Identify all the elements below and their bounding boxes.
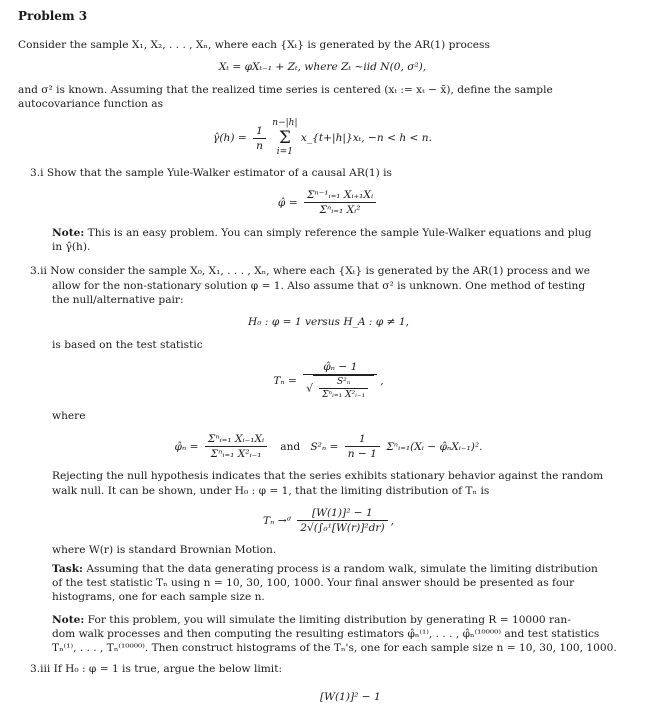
limiting-distribution-equation: Tₙ →ᵈ $\frac{\text{[W(1)]² − 1}}{\text{2√(∫₀¹[W(r)]²dr)}}$ , [263, 506, 394, 535]
acvf-equation [18, 119, 627, 157]
phin-lhs: φ̂ₙ = [174, 440, 202, 453]
cut-off-formula: [W(1)]² − 1 [320, 690, 381, 703]
tn-fraction [303, 360, 377, 402]
reject-text-1: Rejecting the null hypothesis indicates that the series exhibits stationary behavior against the random [52, 470, 604, 483]
section-3-ii-text-1: Now consider the sample X₀, X₁, . . . , Xₙ, where each {Xₜ} is generated by the AR(1) process and we [50, 265, 591, 278]
s2-den: n − 1 [347, 447, 377, 460]
s2-fraction [345, 432, 380, 462]
acvf-lhs: γ̂(h) = [213, 132, 251, 145]
lim-num: [W(1)]² − 1 [297, 506, 387, 521]
phi-fraction [304, 188, 376, 218]
task-label: Task: [52, 562, 83, 575]
section-3-iii-text: If H₀ : φ = 1 is true, argue the below limit: [53, 662, 283, 675]
tn-num: φ̂ₙ − 1 [303, 360, 377, 375]
acvf-sum-top: n−|h| [272, 118, 298, 129]
simulation-note-block [52, 613, 627, 656]
s2-lhs: S²ₙ = [310, 440, 342, 453]
where-text: where [52, 410, 86, 423]
phi-den: Σⁿᵢ₌₁ Xᵢ² [319, 204, 361, 217]
task-block [52, 562, 627, 605]
section-3-i-label: 3.i [30, 166, 44, 179]
phin-num: Σⁿᵢ₌₁ Xᵢ₋₁Xᵢ [205, 432, 267, 447]
sim-note-2: dom walk processes and then computing the resulting estimators φ̂ₙ⁽¹⁾, . . . , φ̂ₙ⁽¹⁰⁰⁰⁰⁾ and test statistics [52, 627, 600, 640]
section-3-i-note [52, 226, 627, 255]
lim-lhs: Tₙ →ᵈ [263, 514, 295, 527]
lim-fraction [297, 506, 387, 536]
phi-lhs: φ̂ = [277, 196, 301, 209]
based-on-text: is based on the test statistic [52, 338, 203, 351]
intro-line-1: Consider the sample X₁, X₂, . . . , Xₙ, where each {Xₜ} is generated by the AR(1) process [18, 39, 490, 52]
task-text-2: of the test statistic Tₙ using n = 10, 30, 100, 1000. Your final answer should be presented as four [52, 577, 575, 590]
sim-note-1: For this problem, you will simulate the limiting distribution by generating R = 10000 ran- [87, 613, 571, 626]
tn-den-num: S²ₙ [319, 376, 368, 389]
sim-note-3: Tₙ⁽¹⁾, . . . , Tₙ⁽¹⁰⁰⁰⁰⁾. Then construct histograms of the Tₙ's, one for each sample size n = 10, 30, 100, 1000. [52, 642, 617, 655]
acvf-body: x_{t+|h|}xₜ, −n < h < n. [300, 132, 432, 145]
intro-line-3: autocovariance function as [18, 98, 164, 111]
ar1-equation: Xₜ = φXₜ₋₁ + Zₜ, where Zₜ ~iid N(0, σ²), [218, 61, 427, 74]
estimator-equations [30, 432, 627, 462]
section-3-ii-text-3: the null/alternative pair: [52, 293, 184, 306]
section-3-i [30, 166, 627, 254]
hypothesis-equation: H₀ : φ = 1 versus H_A : φ ≠ 1, [248, 316, 409, 329]
sim-note-label: Note: [52, 613, 85, 626]
tn-den-den: Σⁿᵢ₌₁ X²ᵢ₋₁ [322, 390, 366, 401]
note-text-2: in γ̂(h). [52, 241, 91, 254]
acvf-frac-num: 1 [253, 124, 266, 139]
tn-den: √ $\frac{\text{S²ₙ}}{\text{Σⁿᵢ₌₁ X²ᵢ₋₁}}$ [303, 375, 377, 401]
and-text: and [280, 440, 301, 453]
s2-body: Σⁿᵢ₌₁(Xᵢ − φ̂ₙXᵢ₋₁)². [386, 440, 483, 453]
phin-den: Σⁿᵢ₌₁ X²ᵢ₋₁ [210, 447, 262, 460]
brownian-motion-text: where W(r) is standard Brownian Motion. [52, 544, 277, 557]
section-3-ii-header [30, 264, 627, 278]
reject-text-2: walk null. It can be shown, under H₀ : φ = 1, that the limiting distribution of Tₙ is [52, 484, 490, 497]
task-text-3: histograms, one for each sample size n. [52, 591, 265, 604]
task-text-1: Assuming that the data generating process is a random walk, simulate the limiting distribution [86, 562, 598, 575]
section-3-ii-label: 3.ii [30, 265, 47, 278]
note-label: Note: [52, 226, 85, 239]
section-3-ii [30, 264, 627, 655]
phi-num: Σⁿ⁻¹ᵢ₌₁ Xᵢ₊₁Xᵢ [304, 188, 376, 203]
acvf-sum-bottom: i=1 [276, 146, 293, 157]
section-3-i-text: Show that the sample Yule-Walker estimator of a causal AR(1) is [46, 166, 392, 179]
section-3-iii-label: 3.iii [30, 662, 51, 675]
lim-den: 2√(∫₀¹[W(r)]²dr) [300, 522, 385, 535]
section-3-iii [30, 662, 627, 676]
note-text: This is an easy problem. You can simply reference the sample Yule-Walker equations and plug [87, 226, 592, 239]
acvf-sum: n−|h| Σ i=1 [272, 118, 298, 157]
section-3-i-header [30, 166, 627, 180]
acvf-frac-den: n [256, 140, 263, 153]
phin-fraction [205, 432, 267, 462]
acvf-fraction [253, 124, 266, 154]
yule-walker-equation [30, 188, 627, 218]
s2-num: 1 [345, 432, 380, 447]
test-statistic-equation: Tₙ = φ̂ₙ − 1 √ $\frac{\text{S²ₙ}}{\text{Σⁿᵢ₌₁ X²ᵢ₋₁}}$ , [273, 360, 384, 401]
tn-lhs: Tₙ = [273, 374, 301, 387]
intro-line-2: and σ² is known. Assuming that the realized time series is centered (xₜ := xₜ − x̄), define the sample [18, 83, 553, 96]
problem-title: Problem 3 [18, 9, 88, 23]
section-3-ii-text-2: allow for the non-stationary solution φ = 1. Also assume that σ² is unknown. One method of testing [52, 279, 586, 292]
